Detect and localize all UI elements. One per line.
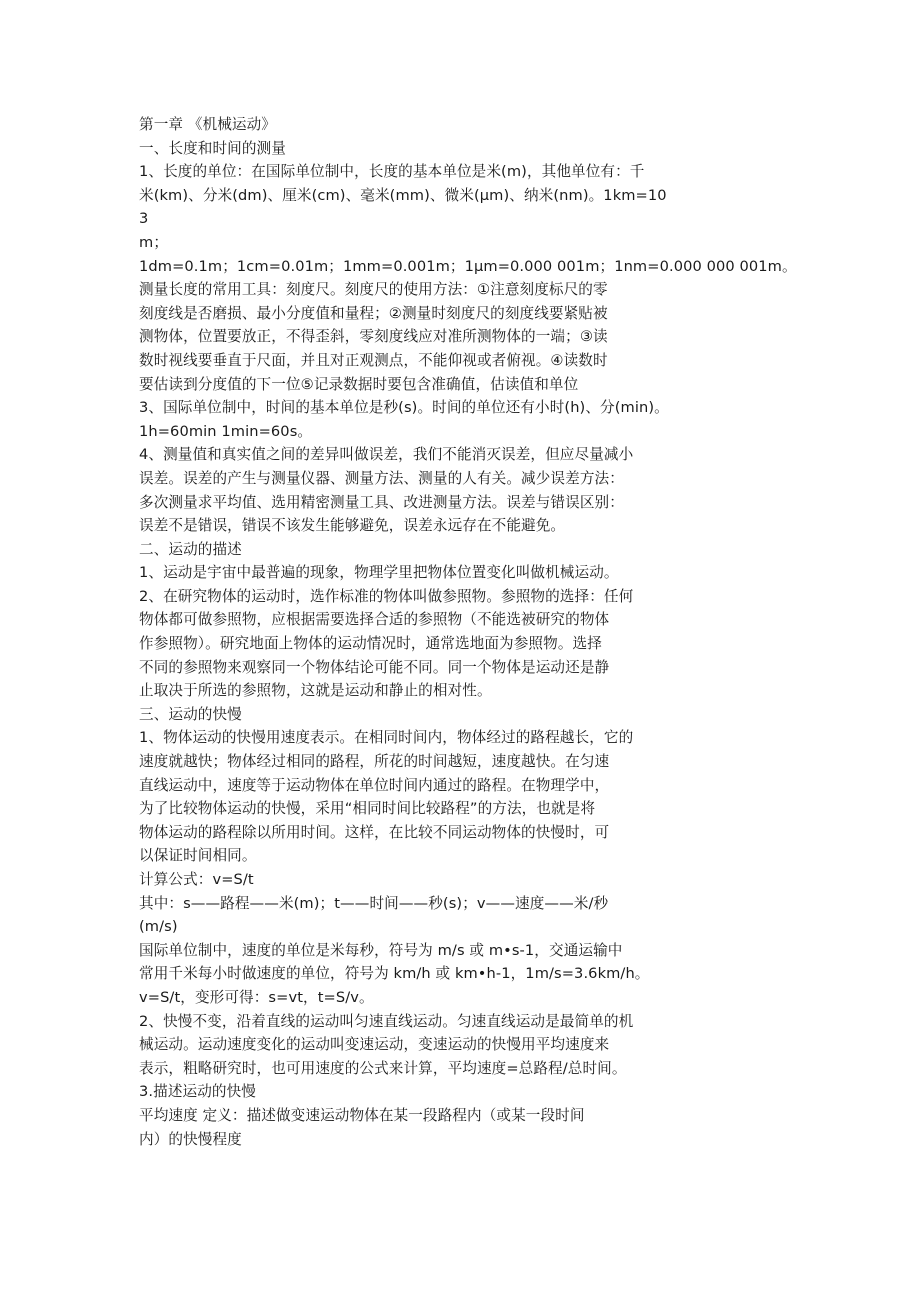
text-line: 物体都可做参照物，应根据需要选择合适的参照物（不能选被研究的物体 — [139, 611, 610, 629]
text-line: 平均速度 定义：描述做变速运动物体在某一段路程内（或某一段时间 — [139, 1106, 585, 1124]
text-line: 测量长度的常用工具：刻度尺。刻度尺的使用方法：①注意刻度标尺的零 — [139, 281, 608, 299]
section-heading: 三、运动的快慢 — [139, 705, 242, 723]
section-heading: 二、运动的描述 — [139, 540, 242, 558]
text-line: 2、在研究物体的运动时，选作标准的物体叫做参照物。参照物的选择：任何 — [139, 587, 634, 605]
formula-line: v=S/t，变形可得：s=vt，t=S/v。 — [139, 988, 374, 1006]
text-line: 误差不是错误，错误不该发生能够避免，误差永远存在不能避免。 — [139, 517, 566, 535]
text-line: 测物体，位置要放正，不得歪斜，零刻度线应对准所测物体的一端；③读 — [139, 328, 608, 346]
text-line: 表示，粗略研究时，也可用速度的公式来计算，平均速度=总路程/总时间。 — [139, 1059, 627, 1077]
text-line: 常用千米每小时做速度的单位，符号为 km/h 或 km•h-1，1m/s=3.6km/h。 — [139, 965, 650, 983]
chapter-title: 第一章 《机械运动》 — [139, 116, 276, 133]
text-line: m； — [139, 233, 169, 251]
text-line: 国际单位制中，速度的单位是米每秒，符号为 m/s 或 m•s-1，交通运输中 — [139, 941, 623, 959]
text-line: 以保证时间相同。 — [139, 847, 257, 865]
text-line: 3、国际单位制中，时间的基本单位是秒(s)。时间的单位还有小时(h)、分(min)。 — [139, 399, 669, 417]
section-heading: 一、长度和时间的测量 — [139, 139, 286, 157]
text-line: (m/s) — [139, 918, 178, 936]
text-line: 速度就越快；物体经过相同的路程，所花的时间越短，速度越快。在匀速 — [139, 753, 610, 771]
subsection-heading: 3.描述运动的快慢 — [139, 1083, 256, 1101]
text-line: 1、运动是宇宙中最普遍的现象，物理学里把物体位置变化叫做机械运动。 — [139, 564, 619, 582]
formula-line: 计算公式：v=S/t — [139, 871, 254, 888]
text-line: 止取决于所选的参照物，这就是运动和静止的相对性。 — [139, 682, 492, 700]
text-line: 米(km)、分米(dm)、厘米(cm)、毫米(mm)、微米(μm)、纳米(nm)。1km=10 — [139, 186, 667, 204]
text-line: 数时视线要垂直于尺面，并且对正观测点，不能仰视或者俯视。④读数时 — [139, 351, 608, 369]
text-line: 为了比较物体运动的快慢，采用“相同时间比较路程”的方法，也就是将 — [139, 800, 596, 818]
text-line: 物体运动的路程除以所用时间。这样，在比较不同运动物体的快慢时，可 — [139, 823, 610, 841]
text-line: 作参照物）。研究地面上物体的运动情况时，通常选地面为参照物。选择 — [139, 635, 602, 653]
text-line: 要估读到分度值的下一位⑤记录数据时要包含准确值，估读值和单位 — [139, 375, 579, 393]
text-line: 3 — [139, 210, 149, 228]
text-line: 1h=60min 1min=60s。 — [139, 422, 313, 440]
text-line: 误差。误差的产生与测量仪器、测量方法、测量的人有关。减少误差方法： — [139, 469, 624, 487]
text-line: 其中：s——路程——米(m)；t——时间——秒(s)；v——速度——米/秒 — [139, 894, 609, 912]
text-line: 内）的快慢程度 — [139, 1130, 242, 1148]
text-line: 械运动。运动速度变化的运动叫变速运动，变速运动的快慢用平均速度来 — [139, 1036, 610, 1054]
text-line: 1、物体运动的快慢用速度表示。在相同时间内，物体经过的路程越长，它的 — [139, 729, 634, 747]
document-body — [139, 113, 879, 1151]
text-line: 1dm=0.1m；1cm=0.01m；1mm=0.001m；1μm=0.000 001m；1nm=0.000 000 001m。 — [139, 257, 797, 275]
text-line: 多次测量求平均值、选用精密测量工具、改进测量方法。误差与错误区别： — [139, 493, 624, 511]
text-line: 2、快慢不变，沿着直线的运动叫匀速直线运动。匀速直线运动是最简单的机 — [139, 1012, 634, 1030]
text-line: 1、长度的单位：在国际单位制中，长度的基本单位是米(m)，其他单位有：千 — [139, 163, 645, 181]
text-line: 4、测量值和真实值之间的差异叫做误差，我们不能消灭误差，但应尽量减小 — [139, 446, 634, 464]
text-line: 直线运动中，速度等于运动物体在单位时间内通过的路程。在物理学中， — [139, 776, 610, 794]
text-line: 不同的参照物来观察同一个物体结论可能不同。同一个物体是运动还是静 — [139, 658, 610, 676]
text-line: 刻度线是否磨损、最小分度值和量程；②测量时刻度尺的刻度线要紧贴被 — [139, 304, 608, 322]
